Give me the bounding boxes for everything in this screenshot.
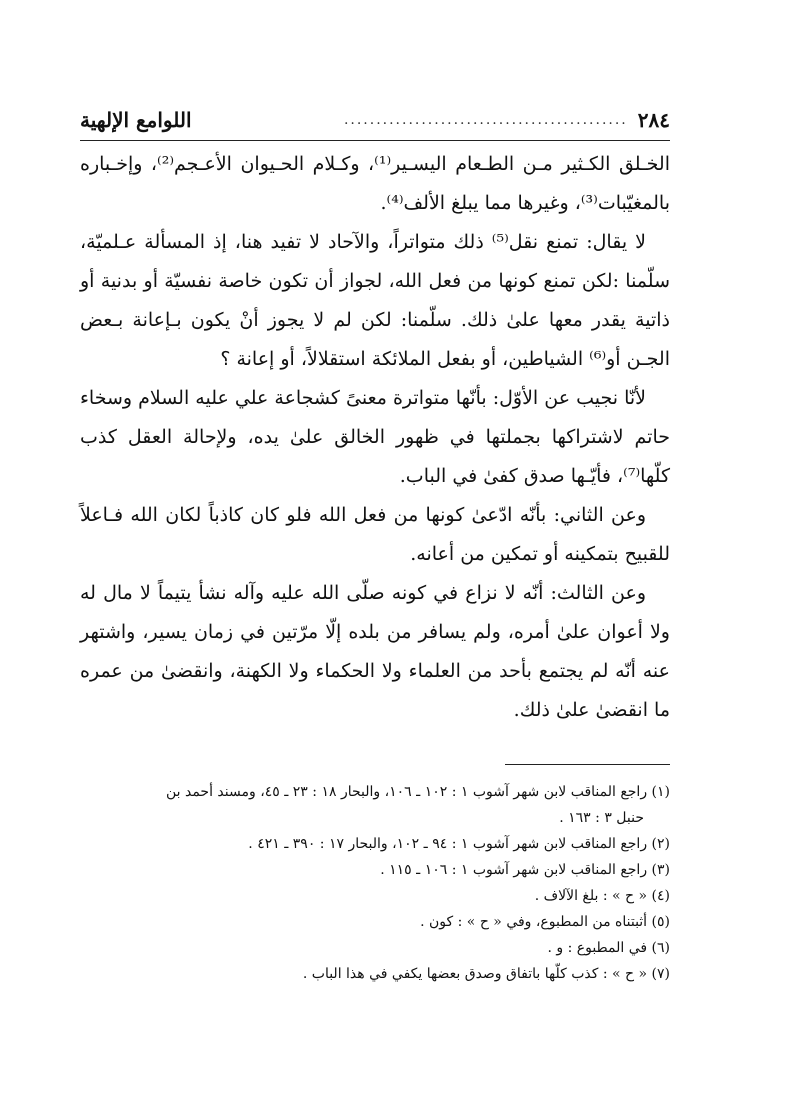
footnote: (٦) في المطبوع : و . (547, 940, 670, 956)
running-header (80, 100, 670, 141)
footnote: (٧) « ح » : كذب كلّها باتفاق وصدق بعضها يكفي في هذا الباب . (302, 966, 670, 982)
footnote: (٢) راجع المناقب لابن شهر آشوب ١ : ٩٤ ـ ١٠٢، والبحار ١٧ : ٣٩٠ ـ ٤٢١ . (248, 836, 670, 852)
running-title: اللوامع الإلهية (80, 108, 192, 132)
paragraph: الخـلق الكـثير مـن الطـعام اليسـير⁽¹⁾، وكـلام الحـيوان الأعـجم⁽²⁾، وإخـباره بالمغيّبات⁽³⁾، وغيرها مما يبلغ الألف⁽⁴⁾. (80, 153, 670, 214)
paragraph: وعن الثاني: بأنّه ادّعىٰ كونها من فعل الله فلو كان كاذباً لكان الله فـاعلاً للقبيح بتمكينه أو تمكين من أعانه. (80, 504, 670, 565)
paragraph: وعن الثالث: أنّه لا نزاع في كونه صلّى الله عليه وآله نشأ يتيماً لا مال له ولا أعوان علىٰ أمره، ولم يسافر من بلده إلّا مرّتين في زمان يسير، واشتهر عنه أنّه لم يجتمع بأحد من العلماء ولا الحكماء ولا الكهنة، وانقضىٰ من عمره ما انقضىٰ علىٰ ذلك. (80, 582, 670, 721)
footnote: (٤) « ح » : بلغ الآلاف . (534, 888, 670, 904)
footnote-separator (505, 764, 670, 765)
footnote-continuation: حنبل ٣ : ١٦٣ . (559, 810, 644, 826)
footnote: (١) راجع المناقب لابن شهر آشوب ١ : ١٠٢ ـ ١٠٦، والبحار ١٨ : ٢٣ ـ ٤٥، ومسند أحمد بن (165, 784, 670, 800)
main-text (80, 145, 670, 730)
footnote: (٥) أثبتناه من المطبوع، وفي « ح » : كون . (420, 914, 670, 930)
header-dot-leader: ............................................ (343, 112, 628, 128)
paragraph: لا يقال: تمنع نقل⁽⁵⁾ ذلك متواتراً، والآحاد لا تفيد هنا، إذ المسألة عـلميّة، سلّمنا :لكن تمنع كونها من فعل الله، لجواز أن تكون خاصة نفسيّة أو بدنية أو ذاتية يقدر معها علىٰ ذلك. سلّمنا: لكن لم لا يجوز أنْ يكون بـإعانة بـعض الجـن أو⁽⁶⁾ الشياطين، أو بفعل الملائكة استقلالاً، أو إعانة ؟ (80, 231, 670, 370)
paragraph: لأنّا نجيب عن الأوّل: بأنّها متواترة معنىً كشجاعة علي عليه السلام وسخاء حاتم لاشتراكها بجملتها في ظهور الخالق علىٰ يده، ولإحالة العقل كذب كلّها⁽⁷⁾، فأيّـها صدق كفىٰ في الباب. (80, 387, 670, 487)
page-number: ٢٨٤ (637, 108, 670, 132)
page (80, 100, 670, 987)
footnotes (80, 779, 670, 987)
footnote: (٣) راجع المناقب لابن شهر آشوب ١ : ١٠٦ ـ ١١٥ . (380, 862, 670, 878)
